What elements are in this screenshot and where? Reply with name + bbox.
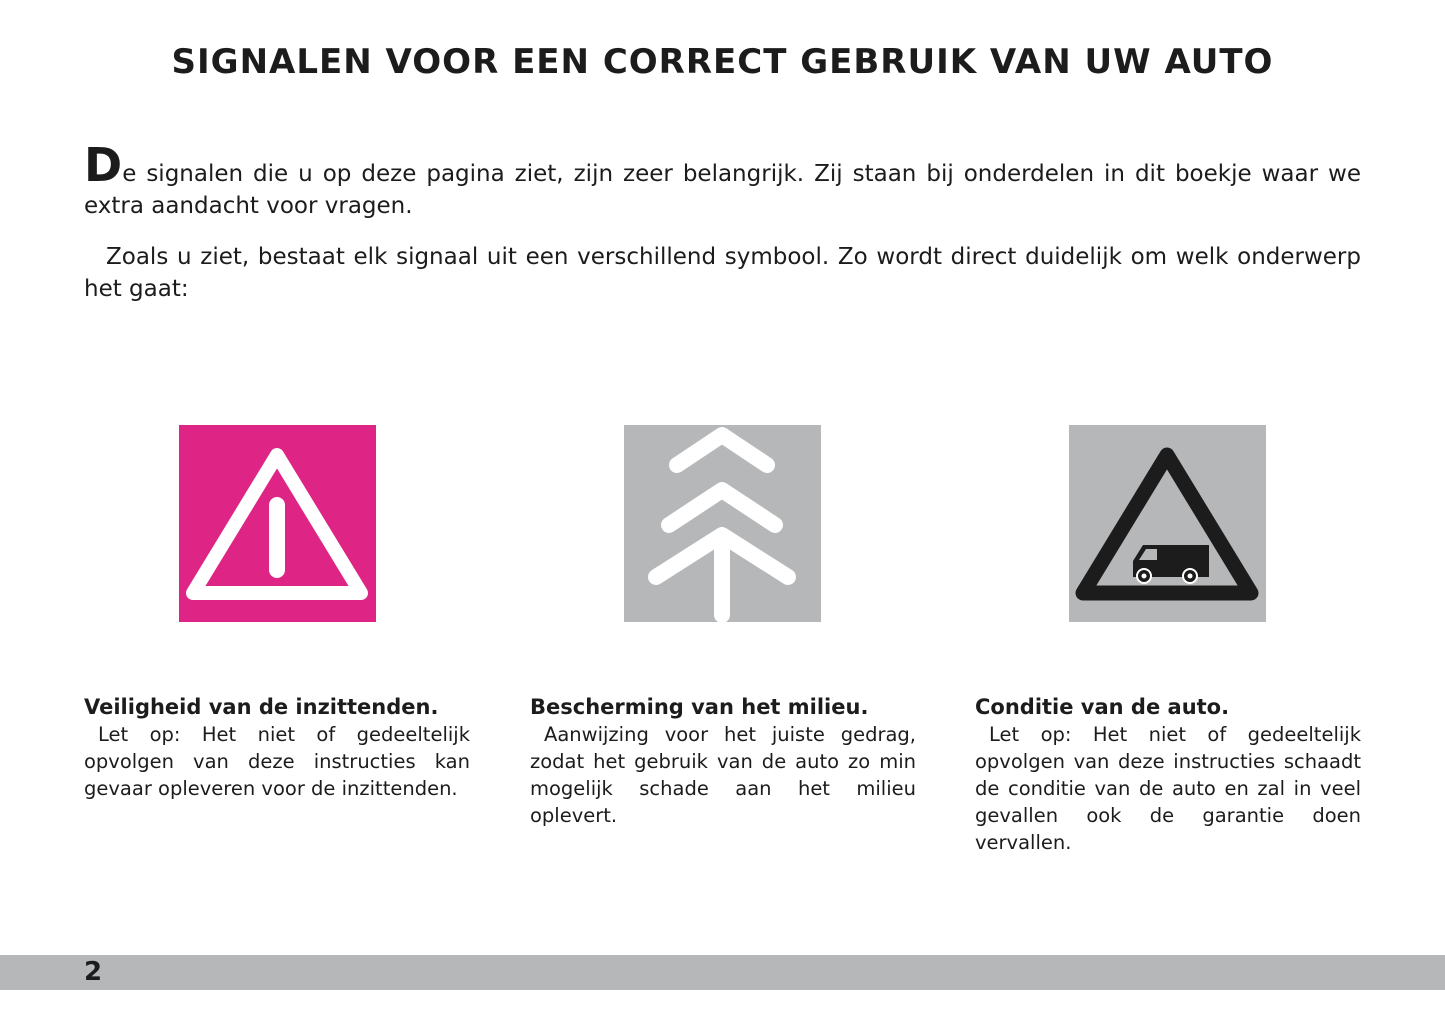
safety-caption-text: Let op: Het niet of gedeeltelijk opvolgen van deze instructies kan gevaar opleveren voor de inzittenden.: [84, 723, 470, 800]
safety-caption-title: Veiligheid van de inzittenden.: [84, 695, 439, 719]
safety-caption: [84, 693, 470, 802]
drop-cap: D: [84, 138, 123, 192]
page-title: SIGNALEN VOOR EEN CORRECT GEBRUIK VAN UW AUTO: [171, 42, 1274, 82]
van-triangle-icon: [1069, 425, 1266, 622]
intro-paragraph-2: Zoals u ziet, bestaat elk signaal uit een verschillend symbool. Zo wordt direct duidelijk om welk onderwerp het gaat:: [84, 244, 1361, 302]
van-icon: [1133, 545, 1209, 583]
warning-triangle-icon: [179, 425, 376, 622]
car-condition-caption-title: Conditie van de auto.: [975, 695, 1230, 719]
environment-symbol: [624, 425, 821, 622]
intro-paragraph-1-text: e signalen die u op deze pagina ziet, zijn zeer belangrijk. Zij staan bij onderdelen in dit boekje waar we extra aandacht voor vragen.: [84, 161, 1361, 219]
intro-paragraph-1: [84, 138, 1361, 222]
footer-bar: [0, 955, 1445, 990]
environment-caption-text: Aanwijzing voor het juiste gedrag, zodat het gebruik van de auto zo min mogelijk schade aan het milieu oplevert.: [530, 723, 916, 827]
safety-symbol: [179, 425, 376, 622]
car-condition-caption: [975, 693, 1361, 856]
car-condition-caption-text: Let op: Het niet of gedeeltelijk opvolgen van deze instructies schaadt de conditie van de auto en zal in veel gevallen ook de garantie doen vervallen.: [975, 723, 1361, 854]
tree-arrow-icon: [624, 425, 821, 622]
environment-caption: [530, 693, 916, 829]
car-condition-symbol: [1069, 425, 1266, 622]
page-number: 2: [84, 957, 103, 987]
environment-caption-title: Bescherming van het milieu.: [530, 695, 869, 719]
